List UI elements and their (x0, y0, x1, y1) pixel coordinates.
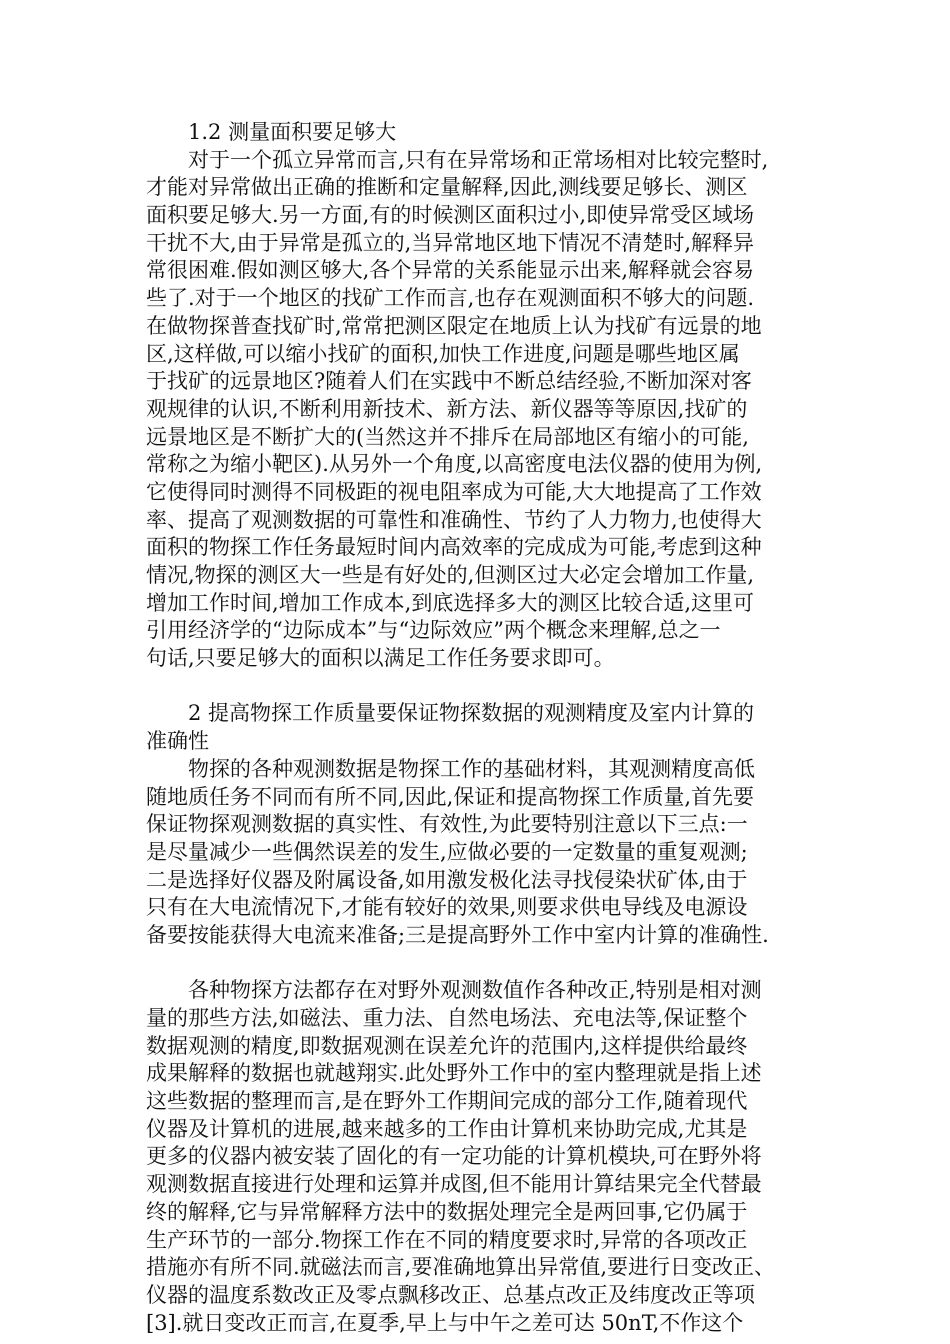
text-line: 观测数据直接进行处理和运算并成图,但不能用计算结果完全代替最 (146, 1172, 762, 1197)
text-line: 各种物探方法都存在对野外观测数值作各种改正,特别是相对测 (188, 978, 762, 1003)
text-line: 常很困难.假如测区够大,各个异常的关系能显示出来,解释就会容易 (146, 258, 755, 283)
section-heading-2-continued: 准确性 (146, 729, 209, 754)
document-page (146, 119, 814, 1337)
text-line: 干扰不大,由于异常是孤立的,当异常地区地下情况不清楚时,解释异 (146, 230, 755, 255)
paragraph-gap (146, 950, 814, 978)
section-heading-1-2: 1.2 测量面积要足够大 (188, 120, 397, 144)
text-line: 量的那些方法,如磁法、重力法、自然电场法、充电法等,保证整个 (146, 1006, 748, 1030)
text-line: 引用经济学的“边际成本”与“边际效应”两个概念来理解,总之一 (146, 618, 721, 643)
text-line: 增加工作时间,增加工作成本,到底选择多大的测区比较合适,这里可 (146, 590, 755, 615)
text-line: 于找矿的远景地区?随着人们在实践中不断总结经验,不断加深对客 (146, 369, 752, 394)
text-line: 物探的各种观测数据是物探工作的基础材料，其观测精度高低 (188, 756, 755, 781)
text-line: 更多的仪器内被安装了固化的有一定功能的计算机模块,可在野外将 (146, 1144, 762, 1169)
text-line: 成果解释的数据也就越翔实.此处野外工作中的室内整理就是指上述 (146, 1061, 762, 1086)
text-line: 在做物探普查找矿时,常常把测区限定在地质上认为找矿有远景的地 (146, 313, 762, 338)
paragraph-observation-data (146, 756, 814, 950)
text-line: 只有在大电流情况下,才能有较好的效果,则要求供电导线及电源设 (146, 895, 748, 920)
text-line: 些了.对于一个地区的找矿工作而言,也存在观测面积不够大的问题. (146, 286, 755, 311)
text-line: 仪器及计算机的进展,越来越多的工作由计算机来协助完成,尤其是 (146, 1116, 748, 1141)
text-line: 保证物探观测数据的真实性、有效性,为此要特别注意以下三点:一 (146, 812, 748, 837)
text-line: 常称之为缩小靶区).从另外一个角度,以高密度电法仪器的使用为例, (146, 452, 763, 477)
text-line: 情况,物探的测区大一些是有好处的,但测区过大必定会增加工作量, (146, 563, 755, 587)
text-line: [3].就日变改正而言,在夏季,早上与中午之差可达 50nT,不作这个 (146, 1310, 744, 1335)
text-line: 生产环节的一部分.物探工作在不同的精度要求时,异常的各项改正 (146, 1227, 748, 1252)
text-line: 这些数据的整理而言,是在野外工作期间完成的部分工作,随着现代 (146, 1089, 748, 1114)
text-line: 率、提高了观测数据的可靠性和准确性、节约了人力物力,也使得大 (146, 507, 762, 532)
text-line: 区,这样做,可以缩小找矿的面积,加快工作进度,问题是哪些地区属 (146, 341, 740, 366)
paragraph-gap (146, 673, 814, 701)
section-heading-2: 2 提高物探工作质量要保证物探数据的观测精度及室内计算的 (188, 701, 755, 726)
text-line: 数据观测的精度,即数据观测在误差允许的范围内,这样提供给最终 (146, 1033, 748, 1058)
text-line: 终的解释,它与异常解释方法中的数据处理完全是两回事,它仍属于 (146, 1199, 748, 1224)
paragraph-corrections (146, 977, 814, 1337)
text-line: 备要按能获得大电流来准备;三是提高野外工作中室内计算的准确性. (146, 922, 769, 947)
text-line: 仪器的温度系数改正及零点飘移改正、总基点改正及纬度改正等项 (146, 1282, 755, 1307)
text-line: 措施亦有所不同.就磁法而言,要准确地算出异常值,要进行日变改正、 (146, 1255, 776, 1280)
text-line: 随地质任务不同而有所不同,因此,保证和提高物探工作质量,首先要 (146, 784, 755, 809)
text-line: 它使得同时测得不同极距的视电阻率成为可能,大大地提高了工作效 (146, 479, 762, 504)
text-line: 二是选择好仪器及附属设备,如用激发极化法寻找侵染状矿体,由于 (146, 867, 748, 892)
text-line: 远景地区是不断扩大的(当然这并不排斥在局部地区有缩小的可能, (146, 424, 749, 449)
text-line: 才能对异常做出正确的推断和定量解释,因此,测线要足够长、测区 (146, 175, 748, 200)
text-line: 观规律的认识,不断利用新技术、新方法、新仪器等等原因,找矿的 (146, 396, 748, 421)
text-line: 面积要足够大.另一方面,有的时候测区面积过小,即使异常受区域场 (146, 203, 755, 228)
text-line: 句话,只要足够大的面积以满足工作任务要求即可。 (146, 646, 615, 671)
text-line: 对于一个孤立异常而言,只有在异常场和正常场相对比较完整时, (188, 147, 769, 172)
text-line: 是尽量减少一些偶然误差的发生,应做必要的一定数量的重复观测; (146, 839, 748, 864)
paragraph-measurement-area (146, 147, 814, 673)
text-line: 面积的物探工作任务最短时间内高效率的完成成为可能,考虑到这种 (146, 535, 762, 560)
